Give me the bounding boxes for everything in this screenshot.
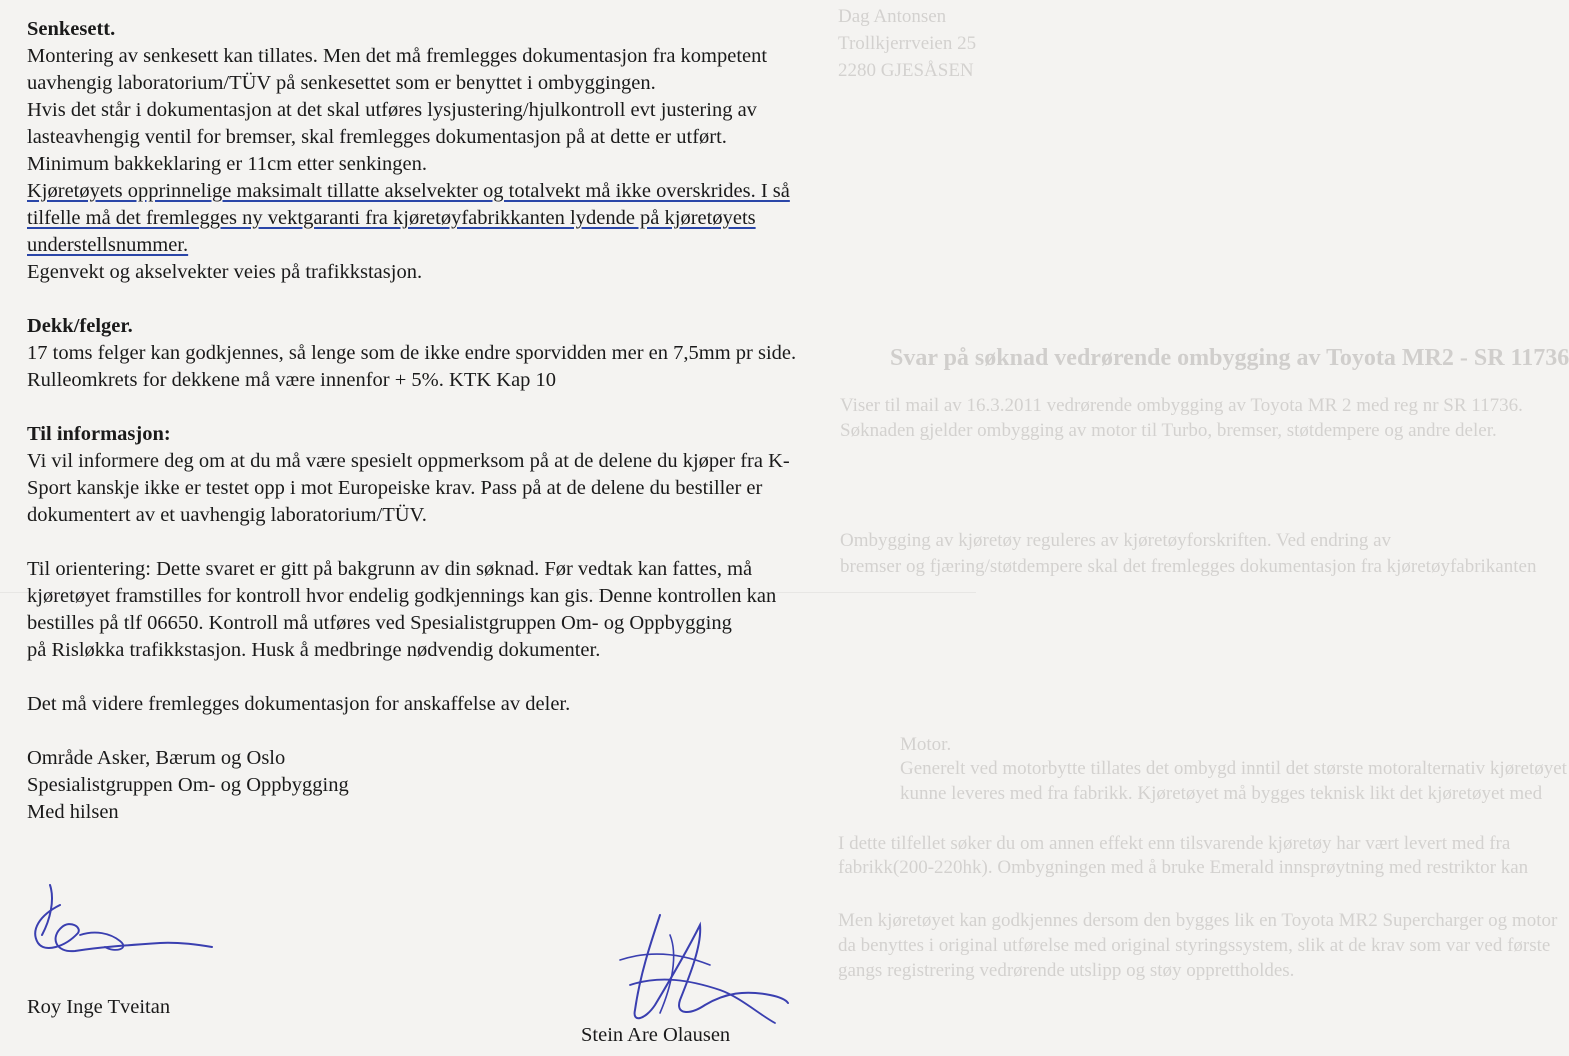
ghost-text: Generelt ved motorbytte tillates det ombygd inntil det største motoralternativ kjøretøyet <box>900 758 1567 779</box>
ghost-text: 2280 GJESÅSEN <box>838 60 974 81</box>
paragraph-line: bestilles på tlf 06650. Kontroll må utføres ved Spesialistgruppen Om- og Oppbygging <box>27 612 732 634</box>
signature-roy-inge-tveitan <box>20 875 220 965</box>
ghost-text: Men kjøretøyet kan godkjennes dersom den bygges lik en Toyota MR2 Supercharger og motor <box>838 910 1558 931</box>
closing-line: Med hilsen <box>27 801 119 823</box>
closing-line: Spesialistgruppen Om- og Oppbygging <box>27 774 349 796</box>
section-heading-info: Til informasjon: <box>27 423 171 445</box>
signer-name-left: Roy Inge Tveitan <box>27 996 171 1018</box>
paragraph-line: Rulleomkrets for dekkene må være innenfor + 5%. KTK Kap 10 <box>27 369 557 391</box>
paragraph-line: Egenvekt og akselvekter veies på trafikkstasjon. <box>27 261 423 283</box>
paragraph-line: Hvis det står i dokumentasjon at det skal utføres lysjustering/hjulkontroll evt justering av <box>27 99 757 121</box>
letter-body <box>27 16 962 826</box>
ghost-text: Søknaden gjelder ombygging av motor til Turbo, bremser, støtdempere og andre deler. <box>840 420 1497 441</box>
section-heading-senkesett: Senkesett. <box>27 18 116 40</box>
ghost-text: gangs registrering vedrørende utslipp og støy opprettholdes. <box>838 960 1295 981</box>
paragraph-line: uavhengig laboratorium/TÜV på senkesettet som er benyttet i ombyggingen. <box>27 72 656 94</box>
ghost-text: Viser til mail av 16.3.2011 vedrørende ombygging av Toyota MR 2 med reg nr SR 11736. <box>840 395 1523 416</box>
ghost-text: Trollkjerrveien 25 <box>838 33 977 54</box>
paragraph-line: Vi vil informere deg om at du må være spesielt oppmerksom på at de delene du kjøper fra K- <box>27 450 790 472</box>
ghost-text: I dette tilfellet søker du om annen effekt enn tilsvarende kjøretøy har vært levert med fra <box>838 833 1511 854</box>
ghost-text: Motor. <box>900 734 952 755</box>
paragraph-line: kjøretøyet framstilles for kontroll hvor endelig godkjennings kan gis. Denne kontrollen kan <box>27 585 777 607</box>
paragraph-line: lasteavhengig ventil for bremser, skal fremlegges dokumentasjon på at dette er utført. <box>27 126 727 148</box>
ghost-text: bremser og fjæring/støtdempere skal det fremlegges dokumentasjon fra kjøretøyfabrikanten <box>840 556 1537 577</box>
underlined-line: understellsnummer. <box>27 234 189 256</box>
ghost-text: kunne leveres med fra fabrikk. Kjøretøyet må bygges teknisk likt det kjøretøyet med <box>900 783 1543 804</box>
signature-stein-are-olausen <box>560 905 790 1030</box>
signer-name-right: Stein Are Olausen <box>581 1024 731 1046</box>
paragraph-line: på Risløkka trafikkstasjon. Husk å medbringe nødvendig dokumenter. <box>27 639 601 661</box>
ghost-text: Ombygging av kjøretøy reguleres av kjøretøyforskriften. Ved endring av <box>840 530 1392 551</box>
paragraph-line: Det må videre fremlegges dokumentasjon for anskaffelse av deler. <box>27 693 571 715</box>
paragraph-line: dokumentert av et uavhengig laboratorium/TÜV. <box>27 504 427 526</box>
paragraph-line: 17 toms felger kan godkjennes, så lenge som de ikke endre sporvidden mer en 7,5mm pr side. <box>27 342 797 364</box>
paragraph-line: Til orientering: Dette svaret er gitt på bakgrunn av din søknad. Før vedtak kan fattes, må <box>27 558 753 580</box>
closing-line: Område Asker, Bærum og Oslo <box>27 747 286 769</box>
underlined-line: tilfelle må det fremlegges ny vektgaranti fra kjøretøyfabrikkanten lydende på kjøretøyets <box>27 207 756 229</box>
paragraph-line: Montering av senkesett kan tillates. Men det må fremlegges dokumentasjon fra kompetent <box>27 45 768 67</box>
ghost-heading: Svar på søknad vedrørende ombygging av Toyota MR2 - SR 11736 <box>890 345 1569 371</box>
paragraph-line: Sport kanskje ikke er testet opp i mot Europeiske krav. Pass på at de delene du bestiller er <box>27 477 763 499</box>
underlined-line: Kjøretøyets opprinnelige maksimalt tillatte akselvekter og totalvekt må ikke overskrides. I så <box>27 180 790 202</box>
paragraph-line: Minimum bakkeklaring er 11cm etter senkingen. <box>27 153 428 175</box>
ghost-text: da benyttes i original utførelse med original styringssystem, slik at de krav som var ved første <box>838 935 1551 956</box>
section-heading-dekk: Dekk/felger. <box>27 315 133 337</box>
ghost-text: fabrikk(200-220hk). Ombygningen med å bruke Emerald innsprøytning med restriktor kan <box>838 857 1529 878</box>
ghost-text: Dag Antonsen <box>838 6 947 27</box>
